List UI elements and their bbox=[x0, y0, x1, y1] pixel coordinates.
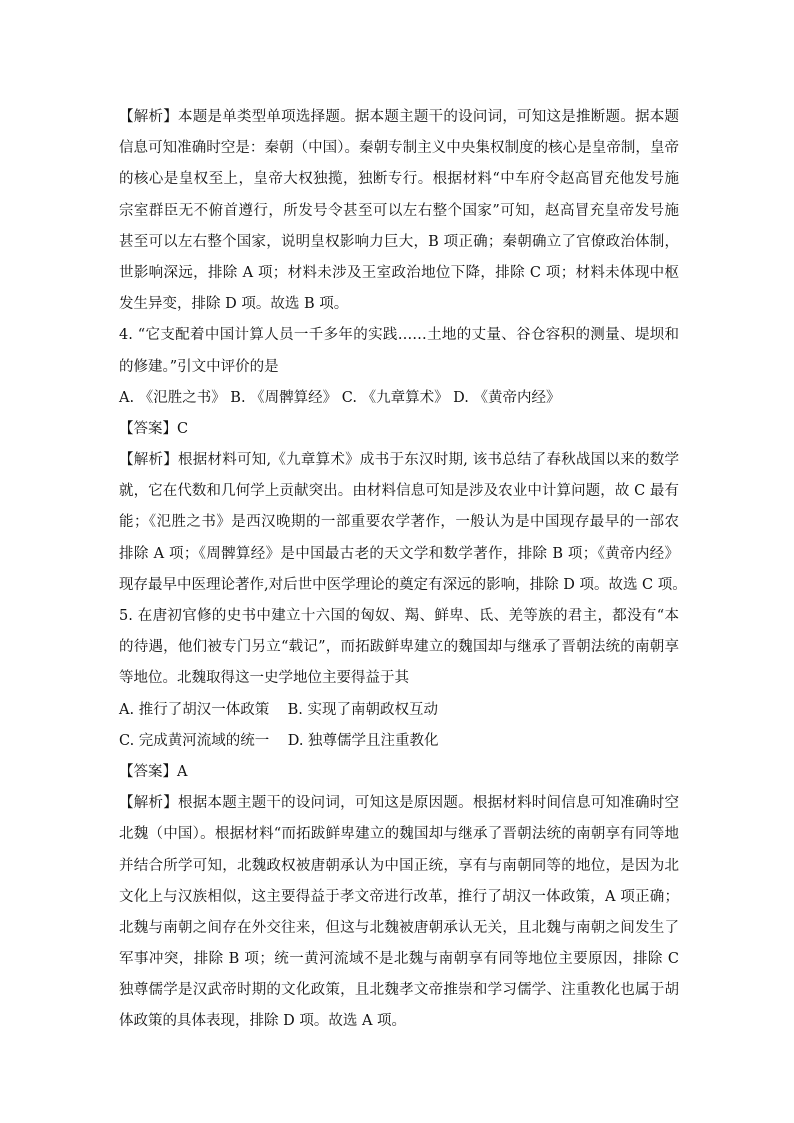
q5-stem-line-2: 的待遇，他们被专门另立“载记”，而拓跋鲜卑建立的魏国却与继承了晋朝法统的南朝享 bbox=[119, 639, 679, 656]
q5-analysis-line-4: 文化上与汉族相似，这主要得益于孝文帝进行改革，推行了胡汉一体政策，A 项正确； bbox=[119, 888, 679, 905]
q4-stem-line-2: 的修建。”引文中评价的是 bbox=[119, 358, 279, 375]
q5-analysis-line-5: 北魏与南朝之间存在外交往来，但这与北魏被唐朝承认无关，且北魏与南朝之间发生了 bbox=[119, 919, 679, 936]
q5-analysis-line-1: 【解析】根据本题主题干的设问词，可知这是原因题。根据材料时间信息可知准确时空 bbox=[119, 795, 679, 812]
q3-analysis-line-4: 宗室群臣无不俯首遵行，所发号令甚至可以左右整个国家”可知，赵高冒充皇帝发号施 bbox=[119, 202, 679, 219]
q3-analysis-line-7: 发生异变，排除 D 项。故选 B 项。 bbox=[119, 296, 349, 313]
q4-analysis-line-5: 现存最早中医理论著作,对后世中医学理论的奠定有深远的影响，排除 D 项。故选 C 项。 bbox=[119, 576, 687, 593]
q4-analysis-line-3: 能；《氾胜之书》是西汉晚期的一部重要农学著作，一般认为是中国现存最早的一部农 bbox=[119, 514, 679, 531]
document-page bbox=[119, 102, 687, 1038]
q3-analysis-line-3: 的核心是皇权至上，皇帝大权独揽，独断专行。根据材料“中车府令赵高冒充他发号施 bbox=[119, 171, 679, 188]
q4-options: A. 《氾胜之书》 B. 《周髀算经》 C. 《九章算术》 D. 《黄帝内经》 bbox=[119, 389, 561, 406]
q5-options-ab: A. 推行了胡汉一体政策 B. 实现了南朝政权互动 bbox=[119, 701, 438, 718]
q4-analysis-line-1: 【解析】根据材料可知,《九章算术》成书于东汉时期, 该书总结了春秋战国以来的数学 bbox=[119, 452, 679, 469]
q5-options-cd: C. 完成黄河流域的统一 D. 独尊儒学且注重教化 bbox=[119, 732, 439, 749]
q5-analysis-line-8: 体政策的具体表现，排除 D 项。故选 A 项。 bbox=[119, 1013, 407, 1030]
q5-analysis-line-7: 独尊儒学是汉武帝时期的文化政策，且北魏孝文帝推崇和学习儒学、注重教化也属于胡 bbox=[119, 982, 679, 999]
q4-analysis-line-2: 就，它在代数和几何学上贡献突出。由材料信息可知是涉及农业中计算问题，故 C 最有 bbox=[119, 483, 679, 500]
q5-stem-line-1: 5. 在唐初官修的史书中建立十六国的匈奴、羯、鲜卑、氐、羌等族的君主，都没有“本 bbox=[119, 608, 679, 624]
q5-analysis-line-6: 军事冲突，排除 B 项；统一黄河流域不是北魏与南朝享有同等地位主要原因，排除 C bbox=[119, 951, 679, 968]
q4-analysis-line-4: 排除 A 项；《周髀算经》是中国最古老的天文学和数学著作，排除 B 项；《黄帝内经》 bbox=[119, 545, 679, 562]
q3-analysis-line-6: 世影响深远，排除 A 项；材料未涉及王室政治地位下降，排除 C 项；材料未体现中枢 bbox=[119, 264, 679, 281]
q4-stem-line-1: 4. “它支配着中国计算人员一千多年的实践……土地的丈量、谷仓容积的测量、堤坝和 bbox=[119, 327, 679, 344]
q5-answer: 【答案】A bbox=[119, 763, 188, 780]
q4-answer: 【答案】C bbox=[119, 420, 189, 437]
q5-analysis-line-2: 北魏（中国）。根据材料“而拓跋鲜卑建立的魏国却与继承了晋朝法统的南朝享有同等地 bbox=[119, 826, 679, 843]
q3-analysis-line-5: 甚至可以左右整个国家，说明皇权影响力巨大，B 项正确；秦朝确立了官僚政治体制， bbox=[119, 233, 679, 250]
q3-analysis-line-2: 信息可知准确时空是：秦朝（中国）。秦朝专制主义中央集权制度的核心是皇帝制，皇帝 bbox=[119, 140, 679, 157]
q5-analysis-line-3: 并结合所学可知，北魏政权被唐朝承认为中国正统，享有与南朝同等的地位，是因为北 bbox=[119, 857, 679, 874]
q3-analysis-line-1: 【解析】本题是单类型单项选择题。据本题主题干的设问词，可知这是推断题。据本题 bbox=[119, 109, 679, 125]
q5-stem-line-3: 等地位。北魏取得这一史学地位主要得益于其 bbox=[119, 670, 409, 687]
